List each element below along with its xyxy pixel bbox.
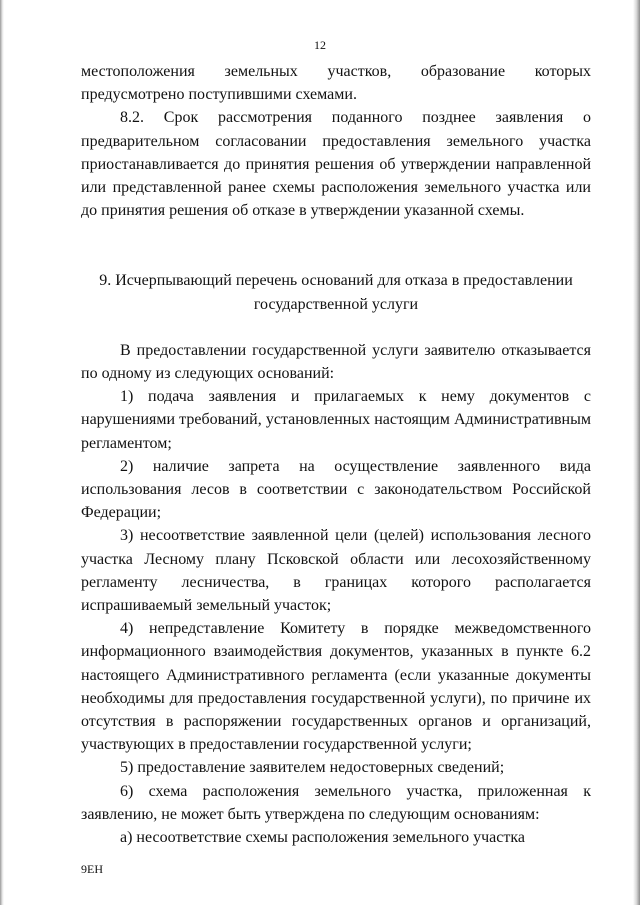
page-number: 12	[314, 38, 326, 52]
paragraph-continuation: местоположения земельных участков, образование которых предусмотрено поступившими схемами.	[81, 63, 591, 104]
list-item-5: 5) предоставление заявителем недостоверных сведений;	[120, 759, 505, 777]
list-item-3: 3) несоответствие заявленной цели (целей) использования лесного участка Лесному плану Псковской области или лесохозяйственному регламенту лесничества, в границах которого располагается испрашиваемый земельный участок;	[81, 527, 591, 615]
section-heading: 9. Исчерпывающий перечень оснований для отказа в предоставлении государственной услуги	[99, 272, 573, 313]
paragraph-8-2: 8.2. Срок рассмотрения поданного позднее заявления о предварительном согласовании предоставления земельного участка приостанавливается до принятия решения об утверждении направленной или представленной ранее схемы расположения земельного участка или до принятия решения об отказе в утверждении указанной схемы.	[81, 109, 591, 220]
page-right-edge-shadow	[633, 0, 640, 905]
document-body	[81, 60, 591, 849]
paragraph-intro: В предоставлении государственной услуги заявителю отказывается по одному из следующих оснований:	[81, 341, 591, 383]
list-item-6a: а) несоответствие схемы расположения земельного участка	[120, 829, 526, 847]
list-item-2: 2) наличие запрета на осуществление заявленного вида использования лесов в соответствии с законодательством Российской Федерации;	[81, 457, 591, 522]
list-item-4: 4) непредставление Комитету в порядке межведомственного информационного взаимодействия документов, указанных в пункте 6.2 настоящего Административного регламента (если указанные документы необходимы для предоставления государственной услуги), по причине их отсутствия в распоряжении государственных органов и организаций, участвующих в предоставлении государственной услуги;	[81, 620, 591, 754]
page-left-edge-shadow	[0, 0, 4, 905]
list-item-6: 6) схема расположения земельного участка, приложенная к заявлению, не может быть утверждена по следующим основаниям:	[81, 782, 591, 823]
list-item-1: 1) подача заявления и прилагаемых к нему документов с нарушениями требований, установленных настоящим Административным регламентом;	[81, 388, 591, 452]
footer-code: 9ЕН	[81, 862, 103, 876]
